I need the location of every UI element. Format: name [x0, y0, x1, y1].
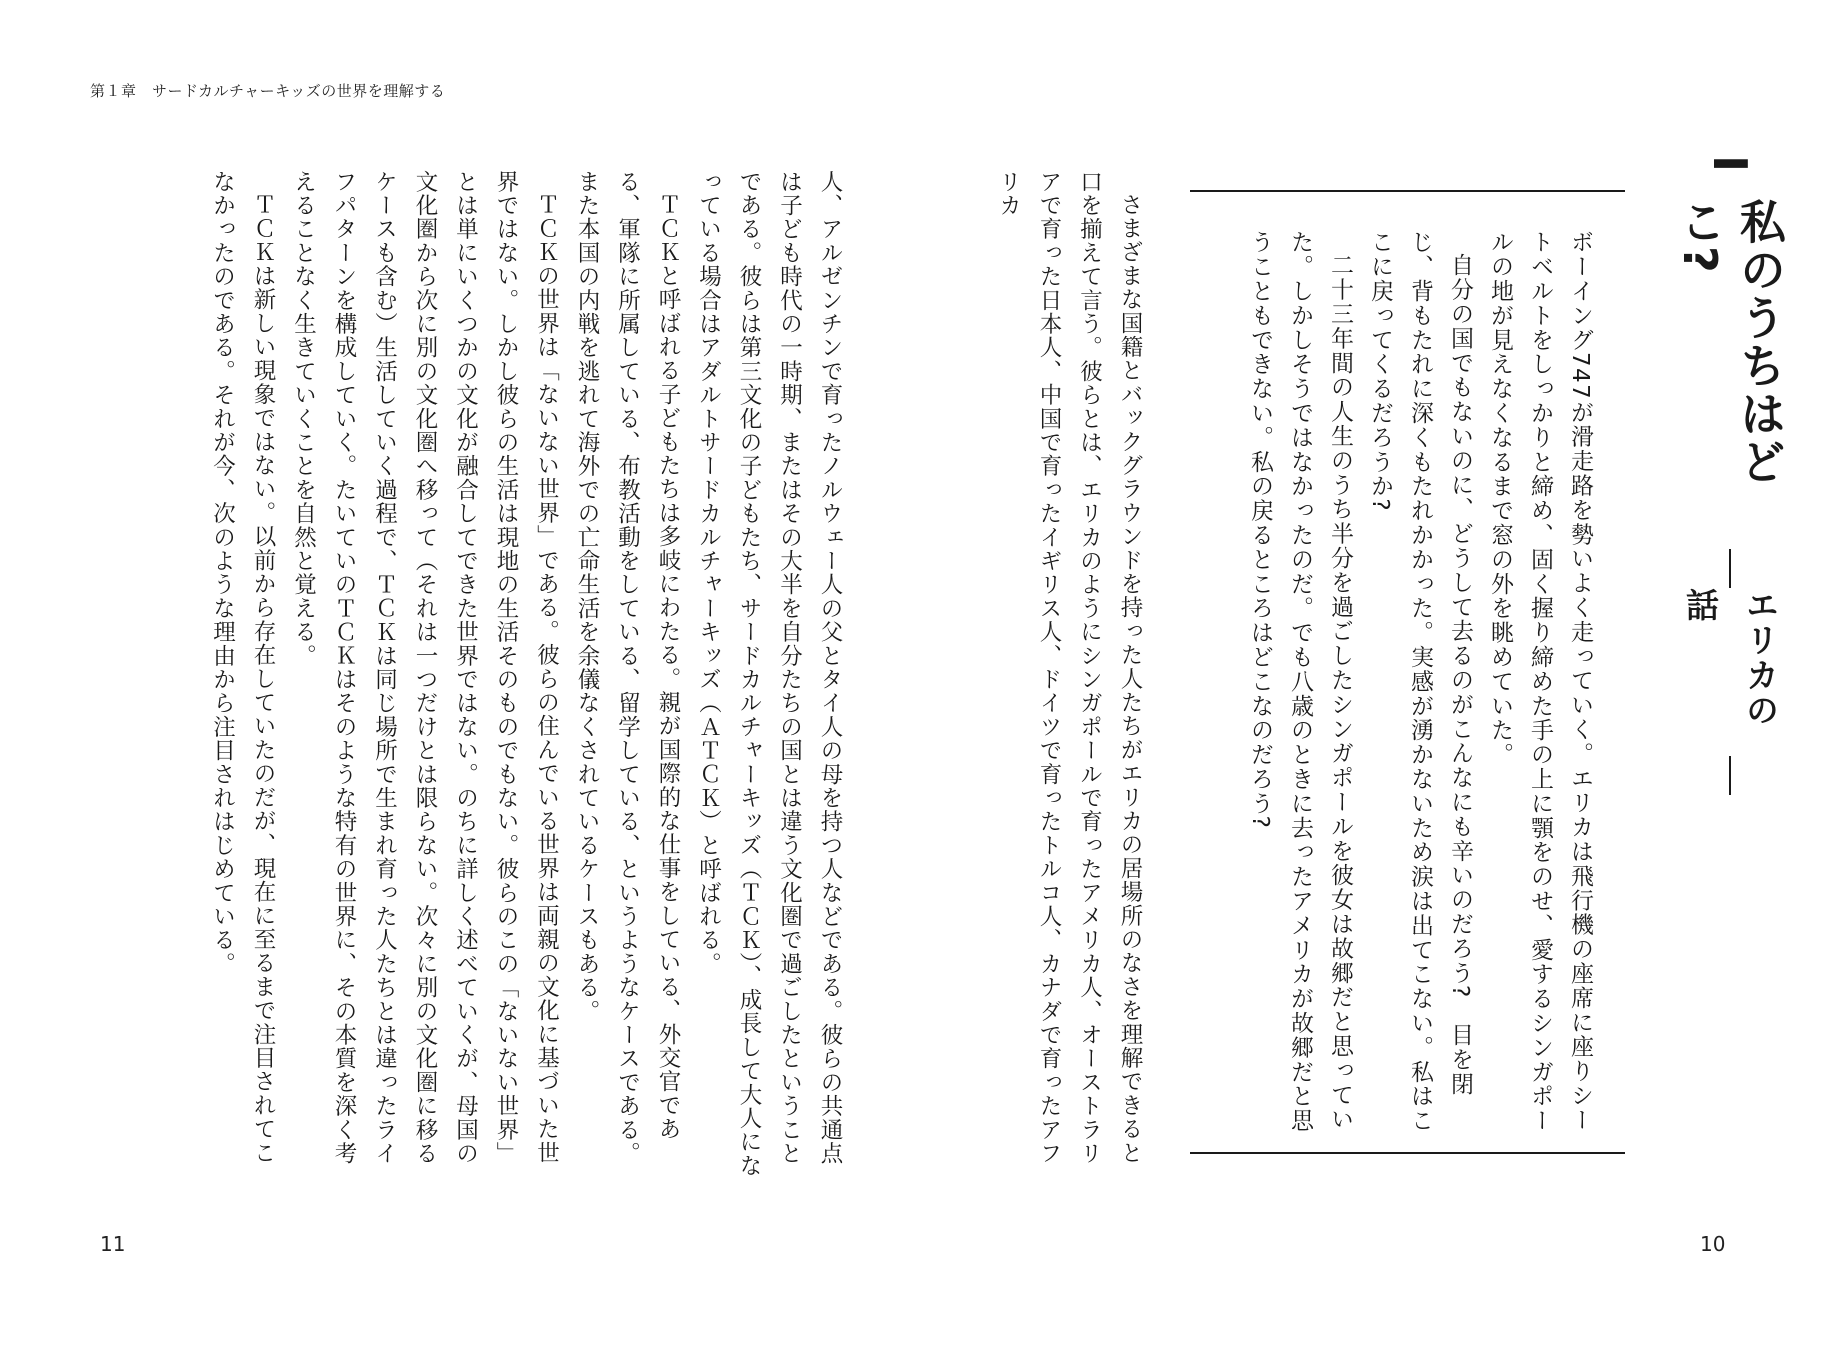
left-page-body — [110, 170, 850, 1180]
chapter-subtitle: エリカの話 — [1681, 587, 1780, 728]
page-number-left: 11 — [100, 1232, 126, 1256]
right-page-body — [995, 170, 1150, 1180]
title-dash — [1729, 549, 1731, 588]
chapter-heading — [1673, 155, 1787, 795]
story-box-bottom-rule — [1190, 1152, 1625, 1154]
body-paragraph: ＴＣＫと呼ばれる子どもたちは多岐にわたる。親が国際的な仕事をしている、外交官である、軍隊に所属している、布教活動をしている、留学している、というようなケースである。また本国の内戦を逃れて海外での亡命生活を余儀なくされているケースもある。 — [574, 170, 681, 1166]
story-paragraph: 二十三年間の人生のうち半分を過ごしたシンガポールを彼女は故郷だと思っていた。しかしそうではなかったのだ。でも八歳のときに去ったアメリカが故郷だと思うこともできない。私の戻るところはどこなのだろう? — [1247, 230, 1353, 1133]
subtitle-dash — [1729, 756, 1731, 795]
body-paragraph: 人、アルゼンチンで育ったノルウェー人の父とタイ人の母を持つ人などである。彼らの共通点は子ども時代の一時期、またはその大半を自分たちの国とは違う文化圏で過ごしたということである。彼らは第三文化の子どもたち、サードカルチャーキッズ（ＴＣＫ）、成長して大人になっている場合はアダルトサードカルチャーキッズ（ＡＴＣＫ）と呼ばれる。 — [695, 170, 843, 1178]
page-number-right: 10 — [1700, 1232, 1726, 1256]
body-paragraph: さまざまな国籍とバックグラウンドを持った人たちがエリカの居場所のなさを理解できると口を揃えて言う。彼らとは、エリカのようにシンガポールで育ったアメリカ人、オーストラリアで育った日本人、中国で育ったイギリス人、ドイツで育ったトルコ人、カナダで育ったアフリカ — [995, 170, 1143, 1166]
story-paragraph: ボーイング747が滑走路を勢いよく走っていく。エリカは飛行機の座席に座りシートベルトをしっかりと締め、固く握り締めた手の上に顎をのせ、愛するシンガポールの地が見えなくなるまで窓の外を眺めていた。 — [1487, 230, 1593, 1133]
body-paragraph: ＴＣＫの世界は「ないない世界」である。彼らの住んでいる世界は両親の文化に基づいた世界ではない。しかし彼らの生活は現地の生活そのものでもない。彼らのこの「ないない世界」とは単にいくつかの文化が融合してできた世界ではない。のちに詳しく述べていくが、母国の文化圏から次に別の文化圏へ移って（それは一つだけとは限らない。次々に別の文化圏に移るケースも含む）生活していく過程で、ＴＣＫは同じ場所で生まれ育った人たちとは違ったライフパターンを構成していく。たいていのＴＣＫはそのような特有の世界に、その本質を深く考えることなく生きていくことを自然と覚える。 — [290, 170, 560, 1166]
chapter-title: 私のうちはどこ? — [1673, 198, 1787, 487]
running-head: 第１章 サードカルチャーキッズの世界を理解する — [90, 82, 446, 100]
story-box-top-rule — [1190, 190, 1625, 192]
chapter-number: I — [1703, 155, 1757, 173]
story-paragraph: 自分の国でもないのに、どうして去るのがこんなにも辛いのだろう? 目を閉じ、背もたれに深くもたれかかった。実感が湧かないため涙は出てこない。私はここに戻ってくるだろうか? — [1367, 230, 1473, 1133]
body-paragraph: ＴＣＫは新しい現象ではない。以前から存在していたのだが、現在に至るまで注目されてこなかったのである。それが今、次のような理由から注目されはじめている。 — [209, 170, 276, 1165]
story-box — [1247, 230, 1600, 1135]
